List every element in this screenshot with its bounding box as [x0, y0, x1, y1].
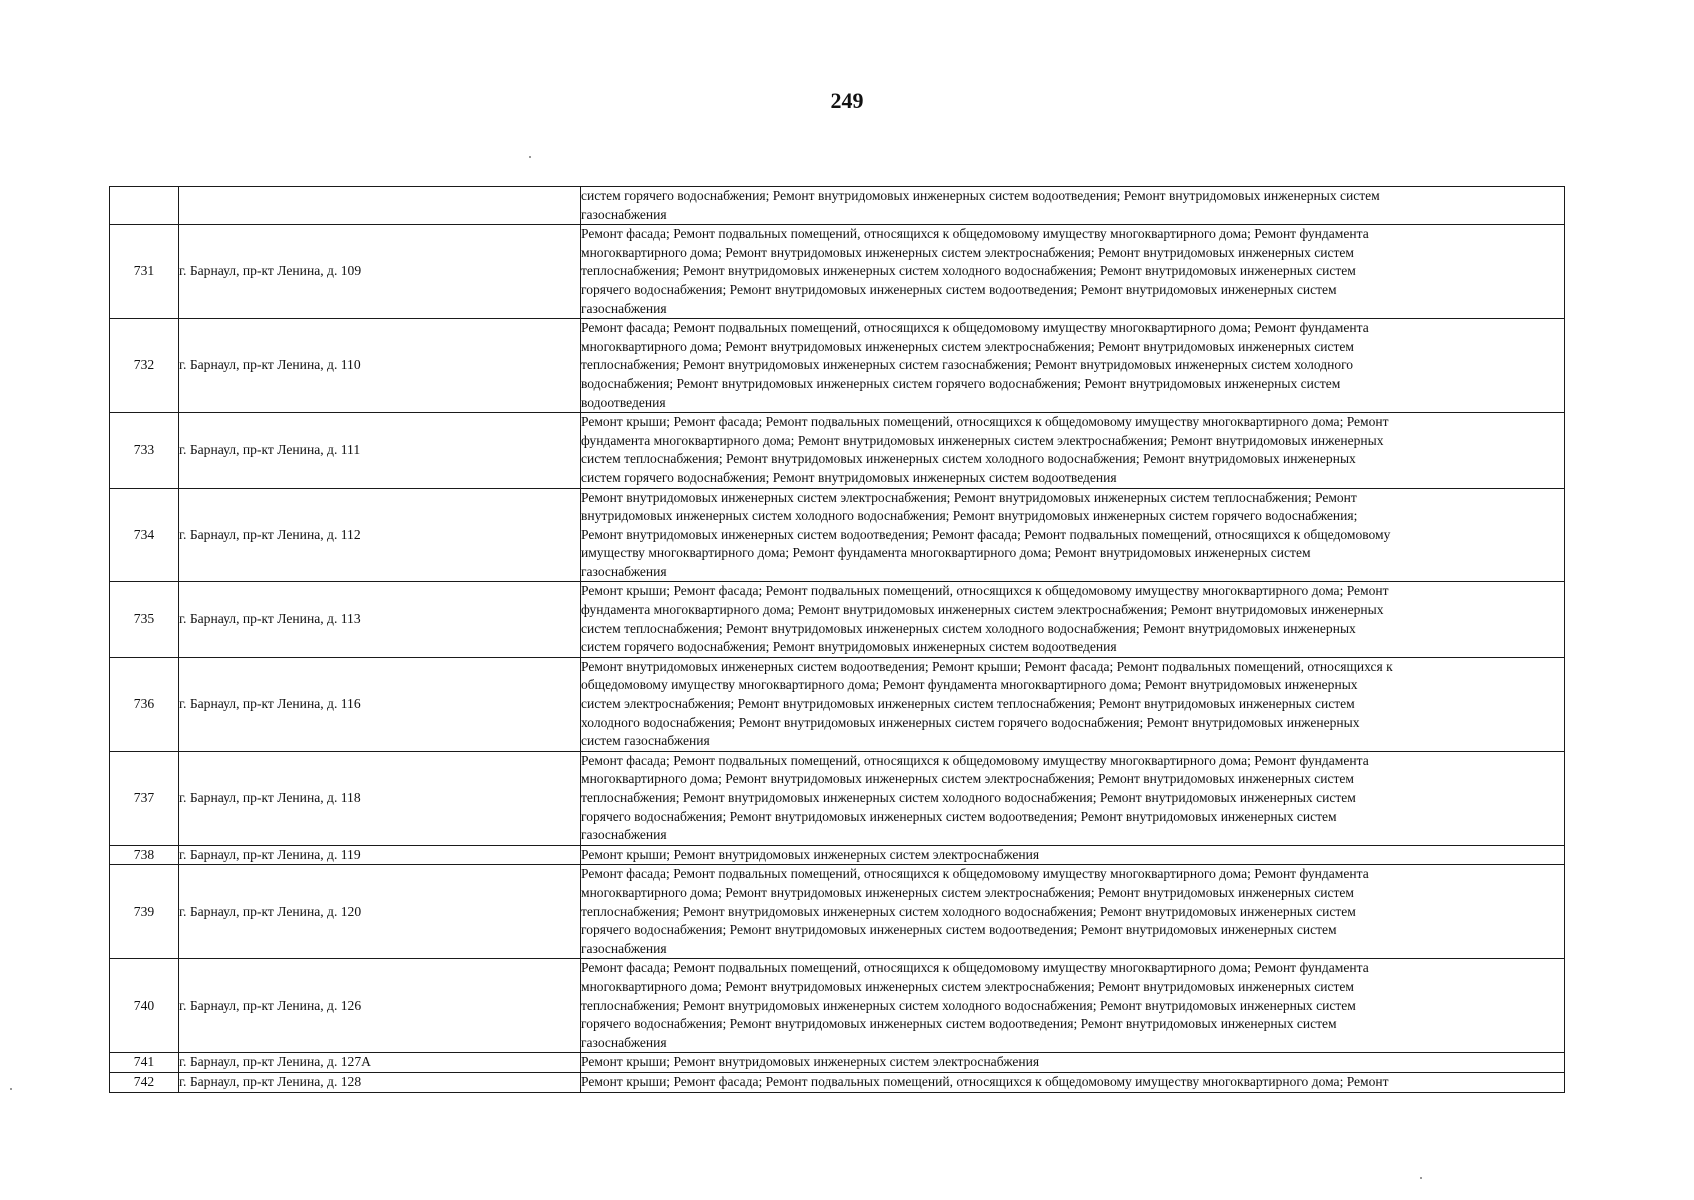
works-cell: [581, 1072, 1565, 1092]
row-number: 733: [110, 413, 179, 488]
address-cell: г. Барнаул, пр-кт Ленина, д. 113: [179, 582, 581, 657]
table-row: [110, 865, 1565, 959]
works-line: газоснабжения: [581, 1034, 667, 1050]
works-line: систем горячего водоснабжения; Ремонт внутридомовых инженерных систем водоотведения: [581, 639, 1117, 655]
row-number: 735: [110, 582, 179, 657]
row-number: 739: [110, 865, 179, 959]
works-line: Ремонт внутридомовых инженерных систем электроснабжения; Ремонт внутридомовых инженерных систем теплоснабжения; Ремонт: [581, 489, 1357, 505]
works-register-table: [109, 186, 1565, 1093]
works-cell: [581, 1053, 1565, 1073]
row-number: 738: [110, 845, 179, 865]
works-cell: [581, 845, 1565, 865]
works-line: Ремонт фасада; Ремонт подвальных помещений, относящихся к общедомовому имуществу многоквартирного дома; Ремонт фундамента: [581, 752, 1369, 768]
row-number: 734: [110, 488, 179, 582]
table-row: [110, 657, 1565, 751]
works-line: теплоснабжения; Ремонт внутридомовых инженерных систем газоснабжения; Ремонт внутридомовых инженерных систем холодного: [581, 357, 1354, 373]
row-number: [110, 187, 179, 225]
table-row: [110, 845, 1565, 865]
address-cell: г. Барнаул, пр-кт Ленина, д. 111: [179, 413, 581, 488]
works-line: горячего водоснабжения; Ремонт внутридомовых инженерных систем водоотведения; Ремонт внутридомовых инженерных систем: [581, 1016, 1337, 1032]
works-cell: [581, 751, 1565, 845]
works-line: Ремонт крыши; Ремонт фасада; Ремонт подвальных помещений, относящихся к общедомовому имуществу многоквартирного дома; Ремонт: [581, 1073, 1389, 1089]
table-row: [110, 582, 1565, 657]
table-row: [110, 187, 1565, 225]
works-line: систем горячего водоснабжения; Ремонт внутридомовых инженерных систем водоотведения: [581, 469, 1117, 485]
works-line: Ремонт крыши; Ремонт фасада; Ремонт подвальных помещений, относящихся к общедомовому имуществу многоквартирного дома; Ремонт: [581, 414, 1389, 430]
works-line: холодного водоснабжения; Ремонт внутридомовых инженерных систем горячего водоснабжения; Ремонт внутридомовых инженерных: [581, 714, 1360, 730]
address-cell: г. Барнаул, пр-кт Ленина, д. 109: [179, 225, 581, 319]
table-row: [110, 225, 1565, 319]
address-cell: г. Барнаул, пр-кт Ленина, д. 116: [179, 657, 581, 751]
works-line: многоквартирного дома; Ремонт внутридомовых инженерных систем электроснабжения; Ремонт внутридомовых инженерных систем: [581, 244, 1354, 260]
works-cell: [581, 959, 1565, 1053]
row-number: 731: [110, 225, 179, 319]
row-number: 741: [110, 1053, 179, 1073]
works-line: теплоснабжения; Ремонт внутридомовых инженерных систем холодного водоснабжения; Ремонт внутридомовых инженерных систем: [581, 263, 1356, 279]
works-cell: [581, 865, 1565, 959]
works-line: многоквартирного дома; Ремонт внутридомовых инженерных систем электроснабжения; Ремонт внутридомовых инженерных систем: [581, 978, 1354, 994]
works-cell: [581, 225, 1565, 319]
scan-speck: [10, 1088, 12, 1090]
row-number: 737: [110, 751, 179, 845]
works-line: систем теплоснабжения; Ремонт внутридомовых инженерных систем холодного водоснабжения; Ремонт внутридомовых инженерных: [581, 451, 1356, 467]
works-line: систем газоснабжения: [581, 733, 710, 749]
table-row: [110, 488, 1565, 582]
table-row: [110, 1053, 1565, 1073]
works-cell: [581, 187, 1565, 225]
works-line: газоснабжения: [581, 300, 667, 316]
row-number: 740: [110, 959, 179, 1053]
works-line: систем горячего водоснабжения; Ремонт внутридомовых инженерных систем водоотведения; Ремонт внутридомовых инженерных систем: [581, 188, 1380, 203]
works-line: имуществу многоквартирного дома; Ремонт фундамента многоквартирного дома; Ремонт внутридомовых инженерных систем: [581, 545, 1311, 561]
address-cell: г. Барнаул, пр-кт Ленина, д. 126: [179, 959, 581, 1053]
works-line: теплоснабжения; Ремонт внутридомовых инженерных систем холодного водоснабжения; Ремонт внутридомовых инженерных систем: [581, 790, 1356, 805]
works-line: общедомовому имуществу многоквартирного дома; Ремонт фундамента многоквартирного дома; Ремонт внутридомовых инженерных: [581, 677, 1358, 693]
register-body: [110, 187, 1565, 1093]
works-cell: [581, 657, 1565, 751]
works-line: горячего водоснабжения; Ремонт внутридомовых инженерных систем водоотведения; Ремонт внутридомовых инженерных систем: [581, 281, 1337, 297]
table-row: [110, 1072, 1565, 1092]
page-number: 249: [830, 88, 864, 113]
table-row: [110, 959, 1565, 1053]
works-line: газоснабжения: [581, 206, 667, 222]
works-cell: [581, 319, 1565, 413]
works-line: Ремонт крыши; Ремонт внутридомовых инженерных систем электроснабжения: [581, 1054, 1040, 1070]
works-cell: [581, 413, 1565, 488]
works-cell: [581, 582, 1565, 657]
row-number: 736: [110, 657, 179, 751]
works-line: теплоснабжения; Ремонт внутридомовых инженерных систем холодного водоснабжения; Ремонт внутридомовых инженерных систем: [581, 997, 1356, 1013]
table-row: [110, 413, 1565, 488]
works-line: водоснабжения; Ремонт внутридомовых инженерных систем горячего водоснабжения; Ремонт внутридомовых инженерных систем: [581, 375, 1341, 391]
scan-speck: [1420, 1177, 1422, 1179]
address-cell: [179, 187, 581, 225]
works-line: Ремонт внутридомовых инженерных систем водоотведения; Ремонт крыши; Ремонт фасада; Ремонт подвальных помещений, относящихся к: [581, 658, 1393, 674]
works-line: Ремонт крыши; Ремонт фасада; Ремонт подвальных помещений, относящихся к общедомовому имуществу многоквартирного дома; Ремонт: [581, 583, 1389, 599]
works-line: систем теплоснабжения; Ремонт внутридомовых инженерных систем холодного водоснабжения; Ремонт внутридомовых инженерных: [581, 620, 1356, 636]
address-cell: г. Барнаул, пр-кт Ленина, д. 128: [179, 1072, 581, 1092]
table-row: [110, 751, 1565, 845]
works-line: водоотведения: [581, 394, 666, 410]
address-cell: г. Барнаул, пр-кт Ленина, д. 127А: [179, 1053, 581, 1073]
scan-speck: [529, 156, 531, 158]
row-number: 732: [110, 319, 179, 413]
works-line: фундамента многоквартирного дома; Ремонт внутридомовых инженерных систем электроснабжения; Ремонт внутридомовых инженерных: [581, 432, 1384, 448]
table-row: [110, 319, 1565, 413]
works-cell: [581, 488, 1565, 582]
works-line: фундамента многоквартирного дома; Ремонт внутридомовых инженерных систем электроснабжения; Ремонт внутридомовых инженерных: [581, 602, 1384, 618]
row-number: 742: [110, 1072, 179, 1092]
works-line: многоквартирного дома; Ремонт внутридомовых инженерных систем электроснабжения; Ремонт внутридомовых инженерных систем: [581, 338, 1354, 354]
works-line: горячего водоснабжения; Ремонт внутридомовых инженерных систем водоотведения; Ремонт внутридомовых инженерных систем: [581, 922, 1337, 938]
works-line: внутридомовых инженерных систем холодного водоснабжения; Ремонт внутридомовых инженерных систем горячего водоснабжения;: [581, 508, 1358, 524]
address-cell: г. Барнаул, пр-кт Ленина, д. 119: [179, 845, 581, 865]
works-line: Ремонт фасада; Ремонт подвальных помещений, относящихся к общедомовому имуществу многоквартирного дома; Ремонт фундамента: [581, 866, 1369, 882]
works-line: Ремонт внутридомовых инженерных систем водоотведения; Ремонт фасада; Ремонт подвальных помещений, относящихся к общедомовому: [581, 526, 1391, 542]
address-cell: г. Барнаул, пр-кт Ленина, д. 120: [179, 865, 581, 959]
works-line: газоснабжения: [581, 827, 667, 843]
works-line: многоквартирного дома; Ремонт внутридомовых инженерных систем электроснабжения; Ремонт внутридомовых инженерных систем: [581, 771, 1354, 787]
works-line: Ремонт крыши; Ремонт внутридомовых инженерных систем электроснабжения: [581, 846, 1040, 862]
works-line: газоснабжения: [581, 563, 667, 579]
works-line: теплоснабжения; Ремонт внутридомовых инженерных систем холодного водоснабжения; Ремонт внутридомовых инженерных систем: [581, 903, 1356, 919]
address-cell: г. Барнаул, пр-кт Ленина, д. 118: [179, 751, 581, 845]
works-line: горячего водоснабжения; Ремонт внутридомовых инженерных систем водоотведения; Ремонт внутридомовых инженерных систем: [581, 808, 1337, 824]
works-line: газоснабжения: [581, 940, 667, 956]
works-line: Ремонт фасада; Ремонт подвальных помещений, относящихся к общедомовому имуществу многоквартирного дома; Ремонт фундамента: [581, 960, 1369, 976]
works-line: многоквартирного дома; Ремонт внутридомовых инженерных систем электроснабжения; Ремонт внутридомовых инженерных систем: [581, 884, 1354, 900]
works-line: систем электроснабжения; Ремонт внутридомовых инженерных систем теплоснабжения; Ремонт внутридомовых инженерных систем: [581, 696, 1355, 712]
works-line: Ремонт фасада; Ремонт подвальных помещений, относящихся к общедомовому имуществу многоквартирного дома; Ремонт фундамента: [581, 226, 1369, 242]
address-cell: г. Барнаул, пр-кт Ленина, д. 112: [179, 488, 581, 582]
address-cell: г. Барнаул, пр-кт Ленина, д. 110: [179, 319, 581, 413]
works-line: Ремонт фасада; Ремонт подвальных помещений, относящихся к общедомовому имуществу многоквартирного дома; Ремонт фундамента: [581, 320, 1369, 336]
